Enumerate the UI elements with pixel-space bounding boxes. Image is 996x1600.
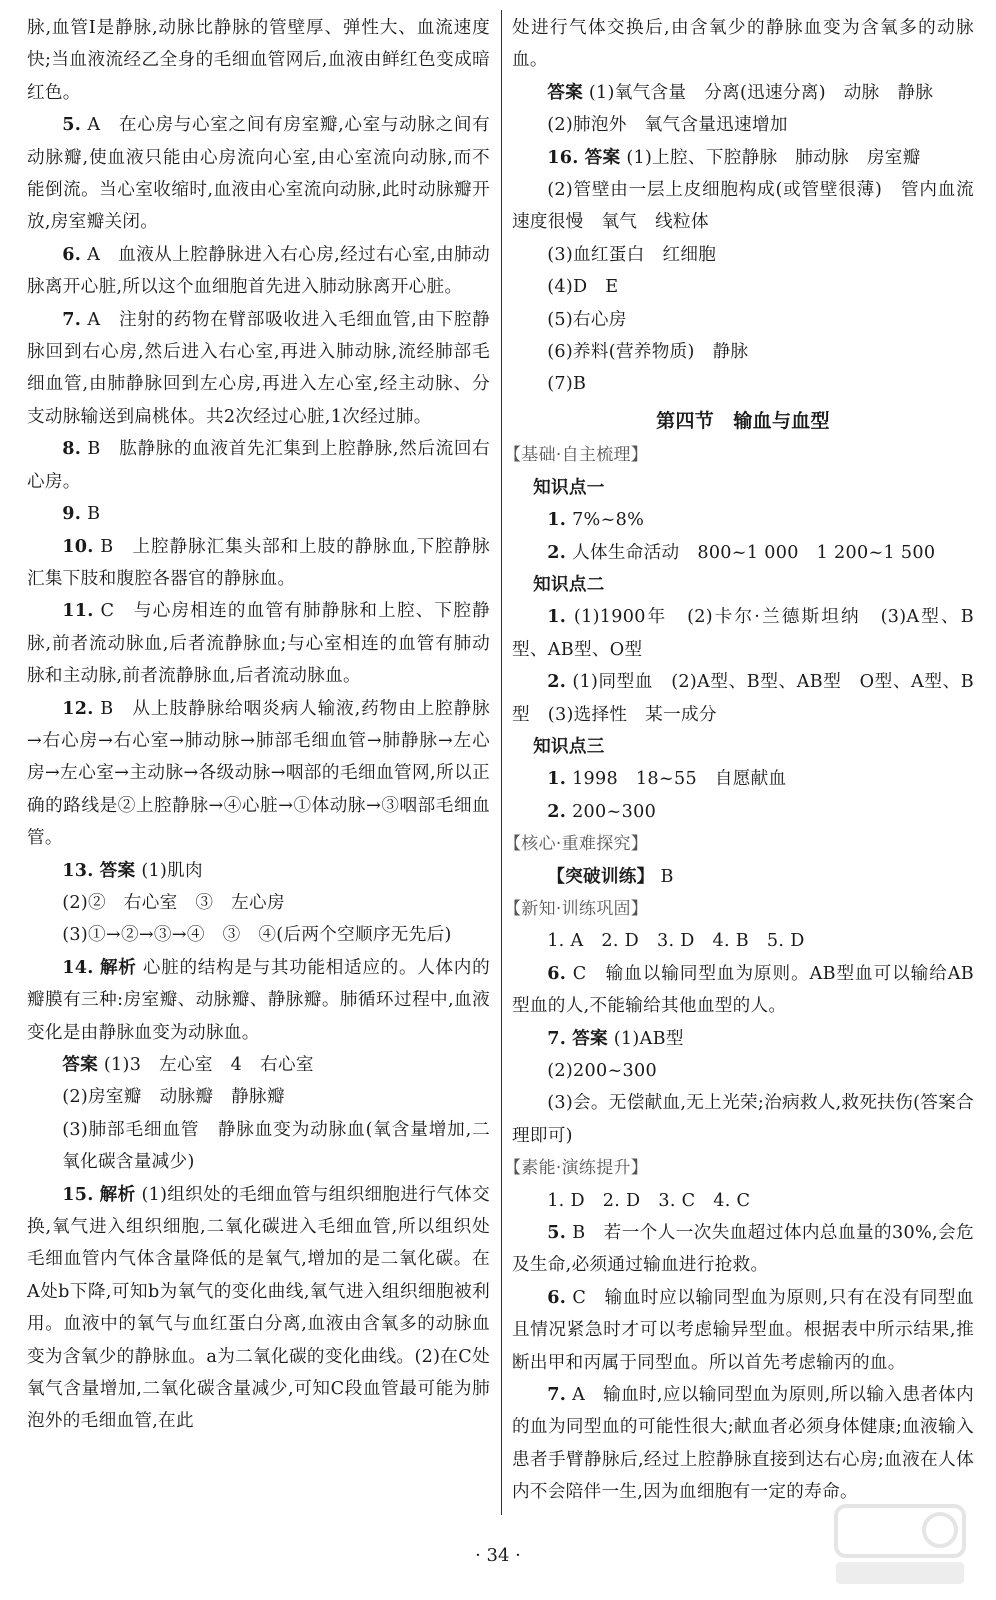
question-number: 1. <box>547 768 567 790</box>
question-number: 13. <box>62 859 94 881</box>
question-number: 15. <box>62 1183 94 1205</box>
section-heading: 第四节 输血与血型 <box>656 409 830 432</box>
answer-paragraph <box>512 1185 974 1217</box>
knowledge-point-title: 知识点一 <box>533 477 605 498</box>
answer-text: 7%~8% <box>572 510 645 531</box>
answer-paragraph <box>512 368 974 400</box>
answer-paragraph <box>512 537 974 569</box>
answer-paragraph <box>27 12 490 109</box>
knowledge-point-title: 知识点二 <box>533 574 605 595</box>
answer-text: (1)AB型 <box>613 1028 684 1049</box>
answer-text: A 输血时,应以输同型血为原则,所以输入患者体内的血为同型血的可能性很大;献血者必须身体健康;血液输入患者手臂静脉后,经过上腔静脉直接到达右心房;血液在人体内不会陪伴一生,因为血细胞有一定的寿命。 <box>512 1385 974 1503</box>
answer-text: (1)组织处的毛细血管与组织细胞进行气体交换,氧气进入组织细胞,二氧化碳进入毛细血管,所以组织处毛细血管内气体含量降低的是氧气,增加的是二氧化碳。在A处b下降,可知b为氧气的变化曲线,氧气进入组织细胞被利用。血液中的氧气与血红蛋白分离,血液由含氧多的动脉血变为含氧少的静脉血。a为二氧化碳的变化曲线。(2)在C处氧气含量增加,二氧化碳含量减少,可知C段血管最可能为肺泡外的毛细血管,在此 <box>27 1184 490 1432</box>
question-number: 9. <box>62 503 82 525</box>
answer-paragraph <box>27 1114 490 1179</box>
answer-text: C 与心房相连的血管有肺静脉和上腔、下腔静脉,前者流动脉血,后者流静脉血;与心室相连的血管有肺动脉和主动脉,前者流静脉血,后者流动脉血。 <box>27 601 490 687</box>
section-tag: 【核心·重难探究】 <box>504 834 649 855</box>
answer-text: B <box>660 866 674 887</box>
answer-text: (3)会。无偿献血,无上光荣;治病救人,救死扶伤(答案合理即可) <box>512 1093 974 1146</box>
answer-text: A 在心房与心室之间有房室瓣,心室与动脉之间有动脉瓣,使血液只能由心房流向心室,由心室流向动脉,而不能倒流。当心室收缩时,血液由心室流向动脉,此时动脉瓣开放,房室瓣关闭。 <box>27 115 490 233</box>
question-number: 11. <box>62 600 94 622</box>
answer-text: B <box>87 504 101 525</box>
answer-paragraph <box>27 433 490 498</box>
question-number: 2. <box>547 671 567 693</box>
answer-paragraph <box>27 693 490 855</box>
question-number: 1. <box>547 606 567 628</box>
question-number: 7. <box>62 308 82 330</box>
answer-keyword: 答案 <box>62 1054 98 1075</box>
answer-keyword: 【突破训练】 <box>547 865 655 887</box>
answer-text: 处进行气体交换后,由含氧少的静脉血变为含氧多的动脉血。 <box>512 18 974 71</box>
answer-paragraph <box>27 1179 490 1438</box>
answer-text: B 上腔静脉汇集头部和上肢的静脉血,下腔静脉汇集下肢和腹腔各器官的静脉血。 <box>27 536 490 589</box>
section-tag: 【基础·自主梳理】 <box>504 445 649 466</box>
answer-paragraph <box>512 1282 974 1379</box>
answer-text: 1. D 2. D 3. C 4. C <box>547 1190 751 1211</box>
answer-paragraph <box>27 239 490 304</box>
column-divider <box>501 10 502 1515</box>
answer-text: (5)右心房 <box>547 309 627 330</box>
answer-text: 脉,血管Ⅰ是静脉,动脉比静脉的管壁厚、弹性大、血流速度快;当血液流经乙全身的毛细血管网后,血液由鲜红色变成暗红色。 <box>27 18 490 103</box>
answer-paragraph <box>27 919 490 951</box>
section-tag: 【素能·演练提升】 <box>504 1158 649 1179</box>
answer-paragraph <box>512 763 974 795</box>
answer-paragraph <box>512 271 974 303</box>
answer-text: (1)同型血 (2)A型、B型、AB型 O型、A型、B型 (3)选择性 某一成分 <box>512 672 974 725</box>
answer-keyword: 答案 <box>572 1027 608 1049</box>
answer-paragraph <box>512 1055 974 1087</box>
answer-text: A 注射的药物在臂部吸收进入毛细血管,由下腔静脉回到右心房,然后进入右心室,再进入肺动脉,流经肺部毛细血管,由肺静脉回到左心房,再进入左心室,经主动脉、分支动脉输送到扁桃体。共2次经过心脏,1次经过肺。 <box>27 309 490 427</box>
question-number: 1. <box>547 509 567 531</box>
answer-paragraph <box>512 861 974 893</box>
question-number: 6. <box>547 962 567 984</box>
answer-text: (2)200~300 <box>547 1061 658 1081</box>
answer-paragraph <box>27 109 490 239</box>
answer-text: 心脏的结构是与其功能相适应的。人体内的瓣膜有三种:房室瓣、动脉瓣、静脉瓣。肺循环过程中,血液变化是由静脉血变为动脉血。 <box>27 957 490 1043</box>
answer-paragraph <box>512 925 974 957</box>
answer-paragraph <box>512 109 974 141</box>
answer-paragraph <box>512 12 974 77</box>
answer-keyword: 答案 <box>584 146 621 168</box>
answer-paragraph <box>512 304 974 336</box>
answer-paragraph <box>512 1217 974 1282</box>
answer-text: 人体生命活动 800~1 000 1 200~1 500 <box>572 542 936 563</box>
answer-text: B 从上肢静脉给咽炎病人输液,药物由上腔静脉→右心房→右心室→肺动脉→肺部毛细血管→肺静脉→左心房→左心室→主动脉→各级动脉→咽部的毛细血管网,所以正确的路线是②上腔静脉→④心脏→①体动脉→③咽部毛细血管。 <box>27 698 490 849</box>
answer-text: (3)肺部毛细血管 静脉血变为动脉血(氧含量增加,二氧化碳含量减少) <box>62 1119 490 1173</box>
answer-paragraph <box>27 595 490 692</box>
knowledge-point-title: 知识点三 <box>533 736 605 757</box>
answer-paragraph <box>512 174 974 239</box>
answer-text: (3)①→②→③→④ ③ ④(后两个空顺序无先后) <box>62 925 452 946</box>
answer-text: (1)3 左心室 4 右心室 <box>103 1055 314 1075</box>
answer-text: (2)管壁由一层上皮细胞构成(或管壁很薄) 管内血流速度很慢 氧气 线粒体 <box>512 180 974 233</box>
question-number: 6. <box>547 1286 567 1308</box>
answer-paragraph <box>512 504 974 536</box>
answer-text: (2)房室瓣 动脉瓣 静脉瓣 <box>62 1087 285 1108</box>
answer-paragraph <box>27 498 490 530</box>
answer-paragraph <box>512 958 974 1023</box>
answer-text: (7)B <box>547 374 587 395</box>
question-number: 10. <box>62 535 94 557</box>
question-number: 6. <box>62 243 82 265</box>
answer-text: (2)② 右心室 ③ 左心房 <box>62 892 285 913</box>
answer-paragraph <box>27 1049 490 1081</box>
answer-paragraph <box>512 239 974 271</box>
answer-paragraph <box>512 601 974 666</box>
answer-paragraph <box>27 855 490 887</box>
watermark-logo-icon <box>830 1500 970 1590</box>
answer-paragraph <box>27 304 490 434</box>
answer-text: (4)D E <box>547 277 619 298</box>
question-number: 2. <box>547 541 567 563</box>
answer-paragraph <box>27 1081 490 1113</box>
answer-text: (1)1900年 (2)卡尔·兰德斯坦纳 (3)A型、B型、AB型、O型 <box>512 607 974 660</box>
answer-text: (1)氧气含量 分离(迅速分离) 动脉 静脉 <box>588 82 934 103</box>
answer-paragraph <box>512 796 974 828</box>
question-number: 7. <box>547 1384 567 1406</box>
answer-paragraph <box>512 1379 974 1509</box>
question-number: 5. <box>547 1222 567 1244</box>
answer-text: C 输血时应以输同型血为原则,只有在没有同型血且情况紧急时才可以考虑输异型血。根据表中所示结果,推断出甲和丙属于同型血。所以首先考虑输丙的血。 <box>512 1287 974 1373</box>
question-number: 12. <box>62 697 94 719</box>
question-number: 2. <box>547 800 567 822</box>
answer-text: 1. A 2. D 3. D 4. B 5. D <box>547 931 805 952</box>
answer-text: (1)肌肉 <box>141 860 203 881</box>
answer-paragraph <box>512 666 974 731</box>
answer-keyword: 解析 <box>99 1183 136 1205</box>
answer-paragraph <box>512 1087 974 1152</box>
answer-paragraph <box>27 531 490 596</box>
answer-text: C 输血以输同型血为原则。AB型血可以输给AB型血的人,不能输给其他血型的人。 <box>512 963 974 1017</box>
answer-text: (6)养料(营养物质) 静脉 <box>547 342 749 363</box>
answer-paragraph <box>512 142 974 174</box>
answer-keyword: 解析 <box>100 956 137 978</box>
answer-text: A 血液从上腔静脉进入右心房,经过右心室,由肺动脉离开心脏,所以这个血细胞首先进入肺动脉离开心脏。 <box>27 244 490 298</box>
answer-paragraph <box>27 887 490 919</box>
answer-paragraph <box>512 336 974 368</box>
left-column <box>27 12 490 1438</box>
answer-paragraph <box>512 77 974 109</box>
answer-text: (2)肺泡外 氧气含量迅速增加 <box>547 115 788 136</box>
answer-keyword: 答案 <box>547 81 583 103</box>
right-column <box>504 12 974 1509</box>
answer-text: (3)血红蛋白 红细胞 <box>547 244 717 265</box>
question-number: 8. <box>62 438 82 460</box>
question-number: 16. <box>547 146 579 168</box>
page-number: · 34 · <box>475 1545 521 1566</box>
question-number: 7. <box>547 1027 567 1049</box>
section-tag: 【新知·训练巩固】 <box>504 898 649 919</box>
answer-text: 200~300 <box>572 801 657 822</box>
question-number: 14. <box>62 956 94 978</box>
answer-paragraph <box>512 1023 974 1055</box>
question-number: 5. <box>62 114 82 136</box>
answer-text: B 肱静脉的血液首先汇集到上腔静脉,然后流回右心房。 <box>27 439 490 492</box>
answer-text: (1)上腔、下腔静脉 肺动脉 房室瓣 <box>626 147 921 168</box>
answer-text: 1998 18~55 自愿献血 <box>572 769 787 790</box>
answer-text: B 若一个人一次失血超过体内总血量的30%,会危及生命,必须通过输血进行抢救。 <box>512 1223 974 1276</box>
answer-paragraph <box>27 952 490 1049</box>
answer-keyword: 答案 <box>99 859 136 881</box>
